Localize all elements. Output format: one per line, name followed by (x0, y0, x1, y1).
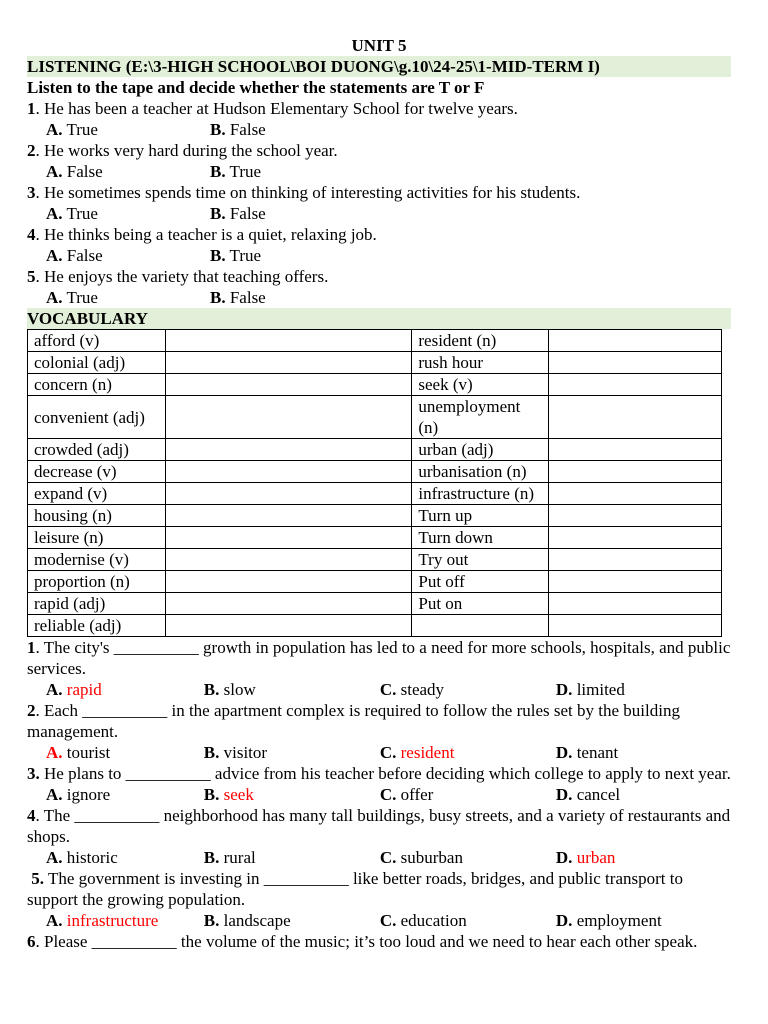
correct-answer: urban (576, 848, 616, 867)
option-text: suburban (400, 848, 463, 867)
vocab-word-right: Turn up (412, 505, 549, 527)
question-statement (27, 140, 731, 161)
listening-instruction: Listen to the tape and decide whether the statements are T or F (27, 78, 485, 97)
option-a (46, 847, 204, 868)
vocab-word-right: resident (n) (412, 330, 549, 352)
vocab-word-right: urbanisation (n) (412, 461, 549, 483)
option-b (210, 287, 266, 308)
answer-options (27, 161, 731, 182)
option-b (210, 161, 261, 182)
option-b (204, 784, 380, 805)
answer-options (27, 245, 731, 266)
answer-options (27, 784, 731, 805)
option-label: B. (203, 848, 220, 867)
vocab-meaning-right (549, 396, 722, 439)
option-label: C. (379, 848, 397, 867)
question-statement (27, 266, 731, 287)
vocab-word-right: Turn down (412, 527, 549, 549)
vocab-row (28, 461, 722, 483)
option-label: B. (210, 162, 226, 181)
option-a (46, 910, 204, 931)
option-label: B. (203, 743, 220, 762)
vocab-word-right: unemployment (n) (412, 396, 549, 439)
option-label: A. (46, 288, 63, 307)
option-d (556, 679, 731, 700)
vocab-meaning-right (549, 615, 722, 637)
correct-answer: resident (400, 743, 455, 762)
option-text: True (66, 288, 98, 307)
option-label: D. (555, 680, 573, 699)
vocab-word-right: seek (v) (412, 374, 549, 396)
option-label: A. (46, 246, 63, 265)
option-b (210, 203, 266, 224)
vocab-row (28, 483, 722, 505)
answer-options (27, 910, 731, 931)
vocab-word-left: rapid (adj) (28, 593, 166, 615)
option-a (46, 742, 204, 763)
vocab-meaning-left (165, 615, 411, 637)
option-d (556, 742, 731, 763)
option-text: tourist (66, 743, 111, 762)
mcq-question (27, 805, 731, 847)
vocab-row (28, 396, 722, 439)
vocab-row (28, 549, 722, 571)
question-number: 1 (27, 638, 36, 657)
vocab-word-left: afford (v) (28, 330, 166, 352)
option-text: True (229, 246, 262, 265)
option-c (380, 784, 556, 805)
vocab-meaning-right (549, 461, 722, 483)
question-statement (27, 224, 731, 245)
vocab-meaning-left (165, 549, 411, 571)
option-a (46, 679, 204, 700)
vocab-meaning-left (165, 505, 411, 527)
option-d (556, 784, 731, 805)
correct-answer: seek (223, 785, 254, 804)
vocabulary-header: VOCABULARY (27, 308, 731, 329)
question-text: . He thinks being a teacher is a quiet, relaxing job. (35, 225, 377, 244)
option-b (204, 910, 380, 931)
option-text: education (400, 911, 467, 930)
vocab-row (28, 374, 722, 396)
question-number: 5 (27, 267, 36, 286)
vocab-row (28, 527, 722, 549)
option-text: tenant (576, 743, 619, 762)
worksheet-page (27, 36, 731, 952)
vocab-word-right (412, 615, 549, 637)
vocab-meaning-right (549, 527, 722, 549)
vocab-meaning-right (549, 593, 722, 615)
vocab-word-right: urban (adj) (412, 439, 549, 461)
option-a (46, 161, 210, 182)
vocab-meaning-right (549, 549, 722, 571)
option-label: D. (555, 785, 573, 804)
question-text: . He sometimes spends time on thinking of interesting activities for his students. (35, 183, 581, 202)
option-label: B. (210, 246, 226, 265)
correct-answer: infrastructure (66, 911, 159, 930)
option-a (46, 119, 210, 140)
option-label: B. (203, 911, 220, 930)
vocabulary-questions (27, 637, 731, 952)
option-a (46, 784, 204, 805)
option-text: False (229, 288, 266, 307)
option-a (46, 245, 210, 266)
option-a (46, 203, 210, 224)
option-d (556, 847, 731, 868)
answer-options (27, 203, 731, 224)
option-text: ignore (66, 785, 111, 804)
vocab-meaning-left (165, 439, 411, 461)
vocab-word-left: modernise (v) (28, 549, 166, 571)
option-b (204, 847, 380, 868)
question-text: . He has been a teacher at Hudson Elementary School for twelve years. (35, 99, 518, 118)
vocab-meaning-left (165, 593, 411, 615)
option-label: B. (210, 120, 226, 139)
vocab-meaning-left (165, 461, 411, 483)
page-title: UNIT 5 (351, 36, 407, 55)
option-label: B. (210, 288, 226, 307)
option-a (46, 287, 210, 308)
vocab-meaning-right (549, 439, 722, 461)
option-label: B. (210, 204, 226, 223)
vocab-row (28, 505, 722, 527)
question-text: The government is investing in __________ like better roads, bridges, and public transport to support the growing population. (27, 869, 683, 909)
option-text: visitor (223, 743, 268, 762)
correct-answer: rapid (66, 680, 102, 699)
vocab-word-right: rush hour (412, 352, 549, 374)
vocab-word-left: concern (n) (28, 374, 166, 396)
question-number: 3 (27, 183, 36, 202)
option-text: False (229, 120, 266, 139)
option-label: C. (379, 680, 397, 699)
vocab-row (28, 593, 722, 615)
option-text: True (66, 204, 98, 223)
option-label: A. (46, 162, 63, 181)
option-label: B. (203, 785, 220, 804)
answer-options (27, 287, 731, 308)
option-c (380, 847, 556, 868)
option-b (204, 679, 380, 700)
mcq-question (27, 700, 731, 742)
answer-options (27, 742, 731, 763)
answer-options (27, 119, 731, 140)
listening-header: LISTENING (E:\3-HIGH SCHOOL\BOI DUONG\g.10\24-25\1-MID-TERM I) (27, 56, 731, 77)
vocab-word-left: decrease (v) (28, 461, 166, 483)
vocab-word-left: leisure (n) (28, 527, 166, 549)
option-label: D. (555, 911, 573, 930)
question-number: 4 (27, 806, 36, 825)
vocab-word-left: housing (n) (28, 505, 166, 527)
option-text: True (66, 120, 98, 139)
vocab-row (28, 571, 722, 593)
option-c (380, 910, 556, 931)
option-text: limited (576, 680, 625, 699)
option-text: landscape (223, 911, 291, 930)
vocab-meaning-right (549, 571, 722, 593)
question-text: . The city's __________ growth in population has led to a need for more schools, hospitals, and public services. (27, 638, 731, 678)
option-c (380, 742, 556, 763)
option-label: A. (46, 911, 63, 930)
option-label: A. (46, 848, 63, 867)
question-number: 3. (27, 764, 40, 783)
vocab-meaning-right (549, 330, 722, 352)
vocab-word-left: convenient (adj) (28, 396, 166, 439)
vocab-row (28, 439, 722, 461)
option-label: D. (555, 848, 573, 867)
question-text: . He works very hard during the school year. (35, 141, 338, 160)
option-b (204, 742, 380, 763)
option-c (380, 679, 556, 700)
question-text: He plans to __________ advice from his teacher before deciding which college to apply to next year. (39, 764, 731, 783)
question-number: 2 (27, 141, 36, 160)
vocab-meaning-left (165, 483, 411, 505)
option-text: offer (400, 785, 434, 804)
vocabulary-table (27, 329, 722, 637)
listening-questions (27, 98, 731, 308)
option-label: D. (555, 743, 573, 762)
option-text: False (66, 162, 103, 181)
option-text: slow (223, 680, 256, 699)
vocab-word-left: crowded (adj) (28, 439, 166, 461)
question-text: . Each __________ in the apartment complex is required to follow the rules set by the building management. (27, 701, 680, 741)
option-label: A. (46, 204, 63, 223)
answer-options (27, 679, 731, 700)
option-label: A. (46, 680, 63, 699)
vocab-word-right: Try out (412, 549, 549, 571)
option-b (210, 245, 261, 266)
vocab-meaning-left (165, 374, 411, 396)
question-text: . Please __________ the volume of the music; it’s too loud and we need to hear each other speak. (35, 932, 698, 951)
question-statement (27, 98, 731, 119)
vocab-row (28, 615, 722, 637)
option-label: A. (46, 743, 63, 762)
option-label: C. (379, 785, 397, 804)
vocab-meaning-left (165, 527, 411, 549)
option-text: False (66, 246, 103, 265)
vocab-meaning-right (549, 483, 722, 505)
mcq-question (27, 637, 731, 679)
vocab-row (28, 330, 722, 352)
question-number: 1 (27, 99, 36, 118)
vocab-word-left: colonial (adj) (28, 352, 166, 374)
mcq-question (27, 763, 731, 784)
vocab-word-left: expand (v) (28, 483, 166, 505)
option-text: cancel (576, 785, 621, 804)
option-b (210, 119, 266, 140)
option-label: C. (379, 743, 397, 762)
question-number: 4 (27, 225, 36, 244)
option-label: C. (379, 911, 397, 930)
vocab-word-right: infrastructure (n) (412, 483, 549, 505)
option-label: B. (203, 680, 220, 699)
vocab-word-right: Put on (412, 593, 549, 615)
option-d (556, 910, 731, 931)
option-text: employment (576, 911, 662, 930)
option-text: steady (400, 680, 445, 699)
vocab-meaning-right (549, 352, 722, 374)
question-statement (27, 182, 731, 203)
vocab-word-left: proportion (n) (28, 571, 166, 593)
mcq-question (27, 931, 731, 952)
option-text: False (229, 204, 266, 223)
option-text: rural (223, 848, 256, 867)
question-number: 6 (27, 932, 36, 951)
vocab-meaning-left (165, 330, 411, 352)
vocab-row (28, 352, 722, 374)
option-label: A. (46, 785, 63, 804)
option-label: A. (46, 120, 63, 139)
vocab-word-left: reliable (adj) (28, 615, 166, 637)
option-text: historic (66, 848, 118, 867)
vocab-word-right: Put off (412, 571, 549, 593)
vocab-meaning-left (165, 352, 411, 374)
vocab-meaning-right (549, 374, 722, 396)
question-number: 5. (27, 869, 44, 888)
vocab-meaning-right (549, 505, 722, 527)
question-number: 2 (27, 701, 36, 720)
answer-options (27, 847, 731, 868)
vocab-meaning-left (165, 571, 411, 593)
question-text: . He enjoys the variety that teaching offers. (35, 267, 329, 286)
option-text: True (229, 162, 262, 181)
vocab-meaning-left (165, 396, 411, 439)
question-text: . The __________ neighborhood has many tall buildings, busy streets, and a variety of restaurants and shops. (27, 806, 731, 846)
mcq-question (27, 868, 731, 910)
